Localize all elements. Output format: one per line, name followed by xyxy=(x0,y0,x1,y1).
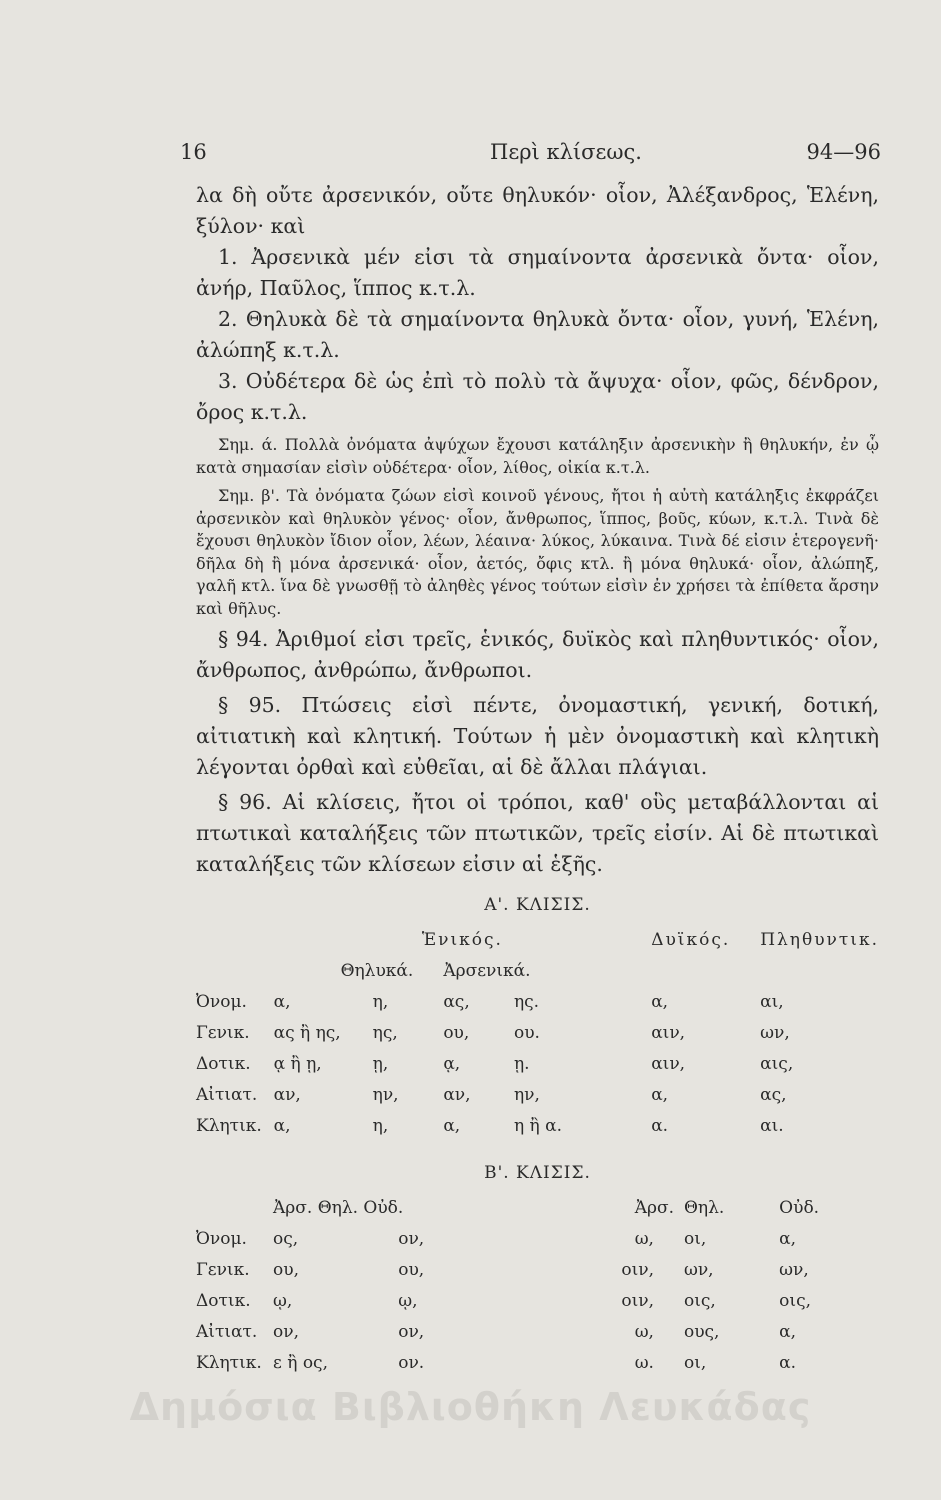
case-label: Αἰτιατ. xyxy=(196,1085,258,1105)
ending-cell: α, xyxy=(651,992,669,1012)
declension-2-row xyxy=(196,1255,879,1286)
ending-cell: ης. xyxy=(513,992,540,1012)
ending-cell: αιν, xyxy=(651,1023,686,1043)
ending-cell: ᾳ, xyxy=(443,1054,461,1074)
ending-cell: α, xyxy=(443,1116,461,1136)
ending-cell: ος, xyxy=(273,1229,299,1249)
ending-cell: ῳ, xyxy=(398,1291,418,1311)
header-right-masculine: Ἀρσ. xyxy=(634,1198,674,1218)
declension-2-table xyxy=(196,1193,879,1379)
declension-1-row xyxy=(196,1018,879,1049)
case-label: Αἰτιατ. xyxy=(196,1322,258,1342)
ending-cell: αι, xyxy=(760,992,784,1012)
ending-cell: α, xyxy=(779,1322,797,1342)
header-plural: Πληθυντικ. xyxy=(760,930,879,950)
intro-line: λα δὴ οὔτε ἀρσενικόν, οὔτε θηλυκόν· οἷον, Ἀλέξανδρος, Ἑλένη, ξύλον· καὶ xyxy=(196,183,879,238)
ending-cell: α, xyxy=(651,1085,669,1105)
page-header xyxy=(180,140,881,172)
ending-cell: ου. xyxy=(513,1023,540,1043)
case-label: Ὀνομ. xyxy=(196,992,247,1012)
ending-cell: αι. xyxy=(760,1116,784,1136)
ending-cell: ων, xyxy=(683,1260,714,1280)
header-masculine: Ἀρσενικά. xyxy=(443,961,531,981)
ending-cell: α, xyxy=(273,992,291,1012)
case-label: Δοτικ. xyxy=(196,1054,251,1074)
ending-cell: ας, xyxy=(760,1085,787,1105)
ending-cell: ου, xyxy=(398,1260,425,1280)
ending-cell: ῳ, xyxy=(273,1291,293,1311)
page-body xyxy=(196,180,879,1379)
ending-cell: α. xyxy=(651,1116,669,1136)
ending-cell: ας, xyxy=(443,992,470,1012)
gender-header-row xyxy=(196,956,879,987)
case-label: Δοτικ. xyxy=(196,1291,251,1311)
section-94: § 94. Ἀριθμοί εἰσι τρεῖς, ἑνικός, δυϊκὸς καὶ πληθυντικός· οἷον, ἄνθρωπος, ἀνθρώπω, ἄνθρωποι. xyxy=(196,627,879,682)
ending-cell: οιν, xyxy=(621,1291,654,1311)
declension-2-row xyxy=(196,1286,879,1317)
ending-cell: α. xyxy=(779,1353,797,1373)
library-watermark: Δημόσια Βιβλιοθήκη Λευκάδας xyxy=(129,1385,812,1429)
running-title: Περὶ κλίσεως. xyxy=(490,140,642,164)
case-label: Γενικ. xyxy=(196,1023,250,1043)
ending-cell: ων, xyxy=(779,1260,809,1280)
gender-item-1: 1. Ἀρσενικὰ μέν εἰσι τὰ σημαίνοντα ἀρσενικὰ ὄντα· οἷον, ἀνήρ, Παῦλος, ἵππος κ.τ.λ. xyxy=(196,245,879,300)
ending-cell: α, xyxy=(779,1229,797,1249)
ending-cell: ω, xyxy=(634,1229,654,1249)
declension-1-row xyxy=(196,1049,879,1080)
ending-cell: ε ἢ ος, xyxy=(273,1353,328,1373)
ending-cell: ον, xyxy=(398,1229,425,1249)
ending-cell: ον. xyxy=(398,1353,425,1373)
ending-cell: ον, xyxy=(273,1322,299,1342)
gender-header-row-2 xyxy=(196,1193,879,1224)
ending-cell: ου, xyxy=(273,1260,299,1280)
ending-cell: οι, xyxy=(683,1353,707,1373)
ending-cell: ην, xyxy=(513,1085,540,1105)
header-feminine: Θηλυκά. xyxy=(340,961,414,981)
ending-cell: ων, xyxy=(760,1023,790,1043)
ending-cell: ω. xyxy=(634,1353,654,1373)
ending-cell: ω, xyxy=(634,1322,654,1342)
ending-cell: η, xyxy=(372,992,389,1012)
case-label: Κλητικ. xyxy=(196,1353,262,1373)
case-label: Γενικ. xyxy=(196,1260,250,1280)
ending-cell: ον, xyxy=(398,1322,425,1342)
ending-cell: ᾳ ἢ ῃ, xyxy=(273,1054,322,1074)
section-96: § 96. Αἱ κλίσεις, ἤτοι οἱ τρόποι, καθ' οὓς μεταβάλλονται αἱ πτωτικαὶ καταλήξεις τῶν πτωτικῶν, τρεῖς εἰσίν. Αἱ δὲ πτωτικαὶ καταλήξεις τῶν κλίσεων εἰσιν αἱ ἑξῆς. xyxy=(196,790,879,876)
ending-cell: η, xyxy=(372,1116,389,1136)
ending-cell: οιν, xyxy=(621,1260,654,1280)
note-2: Σημ. β'. Τὰ ὀνόματα ζώων εἰσὶ κοινοῦ γένους, ἤτοι ἡ αὐτὴ κατάληξις ἐκφράζει ἀρσενικὸν καὶ θηλυκὸν γένος· οἷον, ἄνθρωπος, ἵππος, βοῦς, κύων, κ.τ.λ. Τινὰ δὲ ἔχουσι θηλυκὸν ἴδιον οἷον, λέων, λέαινα· λύκος, λύκαινα. Τινὰ δέ εἰσιν ἑτερογενῆ· δῆλα δὴ ἢ μόνα ἀρσενικά· οἷον, ἀετός, ὄφις κτλ. ἢ μόνα θηλυκά· οἷον, ἀλώπηξ, γαλῆ κτλ. ἵνα δὲ γνωσθῇ τὸ ἀληθὲς γένος τούτων εἰσὶν ἐν χρήσει τὰ ἐπίθετα ἄρσην καὶ θῆλυς. xyxy=(196,486,879,618)
ending-cell: ην, xyxy=(372,1085,399,1105)
ending-cell: αιν, xyxy=(651,1054,686,1074)
declension-2-row xyxy=(196,1224,879,1255)
declension-1-row xyxy=(196,1111,879,1142)
header-dual: Δυϊκός. xyxy=(651,930,731,950)
ending-cell: οις, xyxy=(683,1291,716,1311)
case-label: Κλητικ. xyxy=(196,1116,262,1136)
ending-cell: ους, xyxy=(683,1322,720,1342)
ending-cell: ῃ. xyxy=(513,1054,530,1074)
header-singular: Ἑνικός. xyxy=(421,930,503,950)
declension-2-row xyxy=(196,1348,879,1379)
ending-cell: αν, xyxy=(273,1085,301,1105)
ending-cell: αν, xyxy=(443,1085,471,1105)
declension-2-heading: Β'. ΚΛΙΣΙΣ. xyxy=(484,1163,591,1183)
ending-cell: ας ἢ ης, xyxy=(273,1023,341,1043)
declension-1-heading: Α'. ΚΛΙΣΙΣ. xyxy=(484,895,591,915)
ending-cell: οις, xyxy=(779,1291,811,1311)
declension-1-table xyxy=(196,925,879,1142)
section-range: 94—96 xyxy=(806,140,881,164)
case-label: Ὀνομ. xyxy=(196,1229,247,1249)
gender-item-3: 3. Οὐδέτερα δὲ ὡς ἐπὶ τὸ πολὺ τὰ ἄψυχα· οἷον, φῶς, δένδρον, ὄρος κ.τ.λ. xyxy=(196,369,879,424)
gender-item-2: 2. Θηλυκὰ δὲ τὰ σημαίνοντα θηλυκὰ ὄντα· οἷον, γυνή, Ἑλένη, ἀλώπηξ κ.τ.λ. xyxy=(196,307,879,362)
header-right-neuter: Οὐδ. xyxy=(779,1198,820,1218)
ending-cell: αις, xyxy=(760,1054,794,1074)
declension-2-row xyxy=(196,1317,879,1348)
number-header-row xyxy=(196,925,879,956)
note-1: Σημ. ά. Πολλὰ ὀνόματα ἀψύχων ἔχουσι κατάληξιν ἀρσενικὴν ἢ θηλυκήν, ἐν ᾧ κατὰ σημασίαν εἰσὶν οὐδέτερα· οἷον, λίθος, οἰκία κ.τ.λ. xyxy=(196,435,879,477)
header-left-genders: Ἀρσ. Θηλ. Οὐδ. xyxy=(273,1198,404,1218)
ending-cell: ου, xyxy=(443,1023,470,1043)
section-95: § 95. Πτώσεις εἰσὶ πέντε, ὀνομαστική, γενική, δοτική, αἰτιατικὴ καὶ κλητική. Τούτων ἡ μὲν ὀνομαστικὴ καὶ κλητικὴ λέγονται ὀρθαὶ καὶ εὐθεῖαι, αἱ δὲ ἄλλαι πλάγιαι. xyxy=(196,693,879,779)
header-right-feminine: Θηλ. xyxy=(683,1198,725,1218)
ending-cell: α, xyxy=(273,1116,291,1136)
ending-cell: ῃ, xyxy=(372,1054,389,1074)
ending-cell: ης, xyxy=(372,1023,398,1043)
declension-1-row xyxy=(196,1080,879,1111)
ending-cell: οι, xyxy=(683,1229,707,1249)
ending-cell: η ἢ α. xyxy=(513,1116,563,1136)
declension-1-row xyxy=(196,987,879,1018)
page-number: 16 xyxy=(180,140,207,164)
